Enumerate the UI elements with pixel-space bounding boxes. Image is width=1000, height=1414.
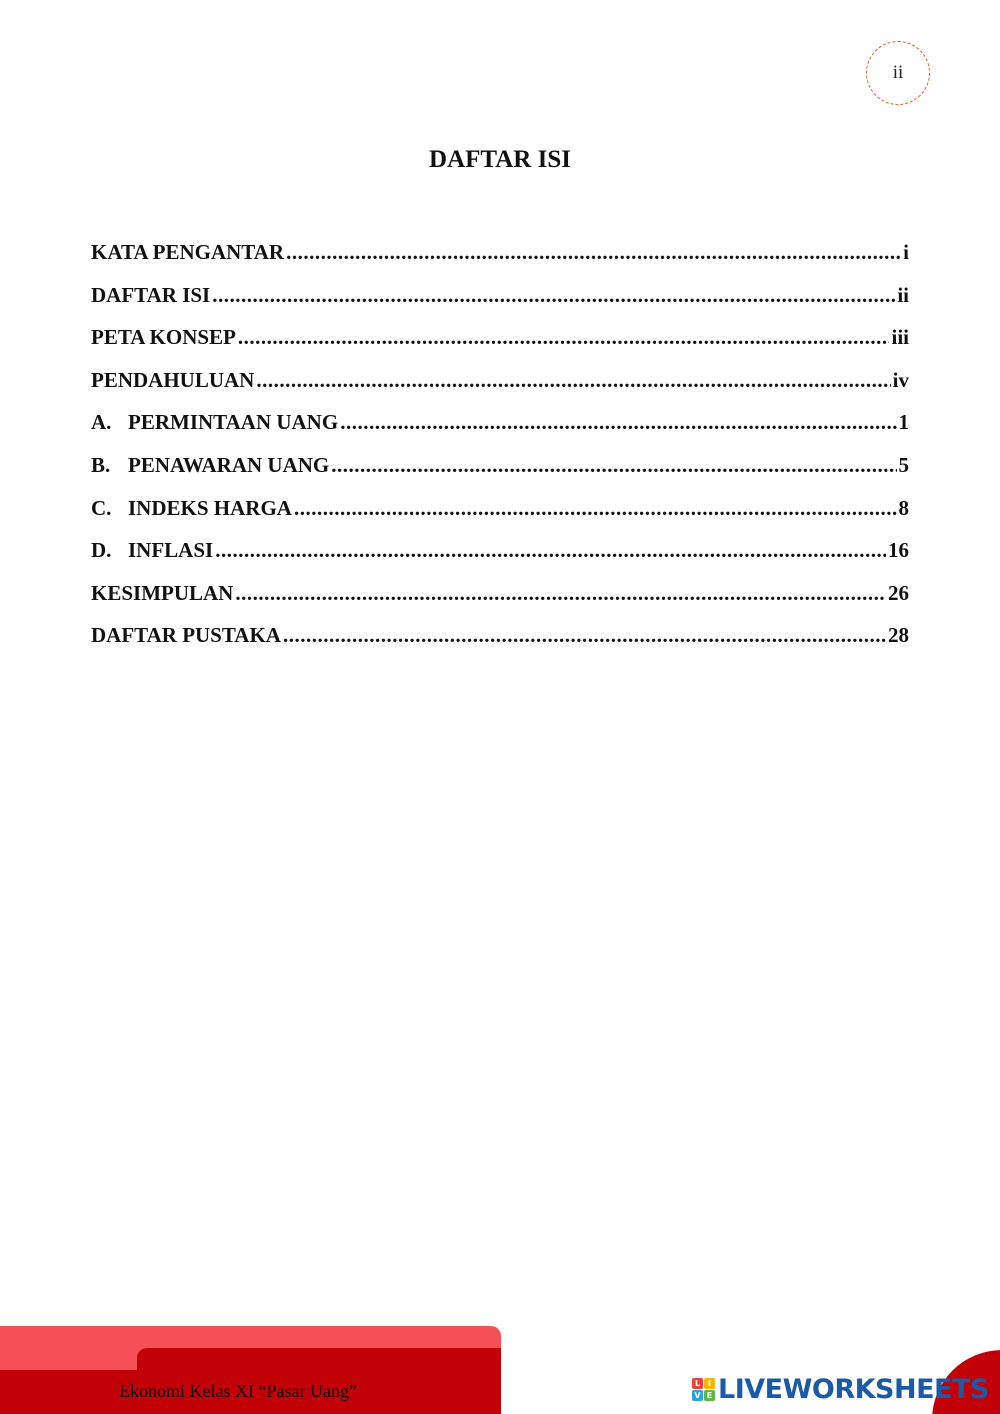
table-of-contents (91, 240, 909, 666)
toc-leader-dots (340, 410, 896, 435)
toc-section-letter: B. (91, 452, 111, 477)
toc-section-letter: A. (91, 410, 112, 435)
toc-leader-dots (212, 283, 895, 308)
toc-section-letter: D. (91, 538, 112, 563)
grid-letter: V (692, 1390, 703, 1401)
toc-entry-pendahuluan[interactable] (91, 368, 909, 411)
toc-label: PETA KONSEP (91, 325, 236, 350)
toc-page-number: iii (891, 325, 909, 350)
toc-entry-kesimpulan[interactable] (91, 581, 909, 624)
liveworksheets-grid-icon (692, 1378, 715, 1401)
page-number: ii (892, 62, 904, 83)
toc-label: PERMINTAAN UANG (128, 410, 339, 435)
toc-label: DAFTAR PUSTAKA (91, 623, 281, 648)
toc-leader-dots (286, 240, 901, 265)
toc-entry-inflasi[interactable] (91, 538, 909, 581)
page-number-badge (866, 41, 930, 105)
toc-page-number: 8 (898, 495, 909, 520)
toc-page-number: 16 (888, 538, 909, 563)
liveworksheets-brand: LIVEWORKSHEETS (718, 1374, 989, 1405)
footer-text: Ekonomi Kelas XI “Pasar Uang” (119, 1381, 357, 1401)
toc-page-number: 1 (898, 410, 909, 435)
toc-leader-dots (235, 581, 886, 606)
page-title: DAFTAR ISI (429, 146, 571, 173)
toc-label: INFLASI (128, 538, 214, 563)
toc-label: KATA PENGANTAR (91, 240, 285, 264)
toc-page-number: i (903, 240, 909, 264)
toc-entry-peta-konsep[interactable] (91, 325, 909, 368)
toc-leader-dots (283, 623, 886, 648)
toc-leader-dots (331, 453, 896, 478)
toc-label: DAFTAR ISI (91, 282, 211, 307)
grid-letter: I (704, 1378, 715, 1389)
toc-entry-indeks-harga[interactable] (91, 496, 909, 539)
toc-label: KESIMPULAN (91, 580, 234, 605)
toc-label: PENAWARAN UANG (128, 452, 330, 477)
grid-letter: L (692, 1378, 703, 1389)
toc-leader-dots (294, 496, 897, 521)
toc-page-number: 26 (888, 580, 909, 605)
toc-entry-kata-pengantar[interactable] (91, 240, 909, 283)
toc-page-number: ii (897, 282, 909, 307)
toc-page-number: 5 (898, 452, 909, 477)
grid-letter: E (704, 1390, 715, 1401)
toc-entry-daftar-isi[interactable] (91, 283, 909, 326)
toc-leader-dots (238, 325, 890, 350)
toc-page-number: 28 (888, 623, 909, 648)
toc-leader-dots (215, 538, 886, 563)
toc-entry-penawaran-uang[interactable] (91, 453, 909, 496)
toc-entry-permintaan-uang[interactable] (91, 410, 909, 453)
toc-label: PENDAHULUAN (91, 367, 255, 392)
toc-section-letter: C. (91, 495, 112, 520)
toc-label: INDEKS HARGA (128, 495, 292, 520)
toc-page-number: iv (892, 367, 909, 392)
liveworksheets-logo (692, 1374, 989, 1405)
toc-leader-dots (256, 368, 890, 393)
toc-entry-daftar-pustaka[interactable] (91, 623, 909, 666)
